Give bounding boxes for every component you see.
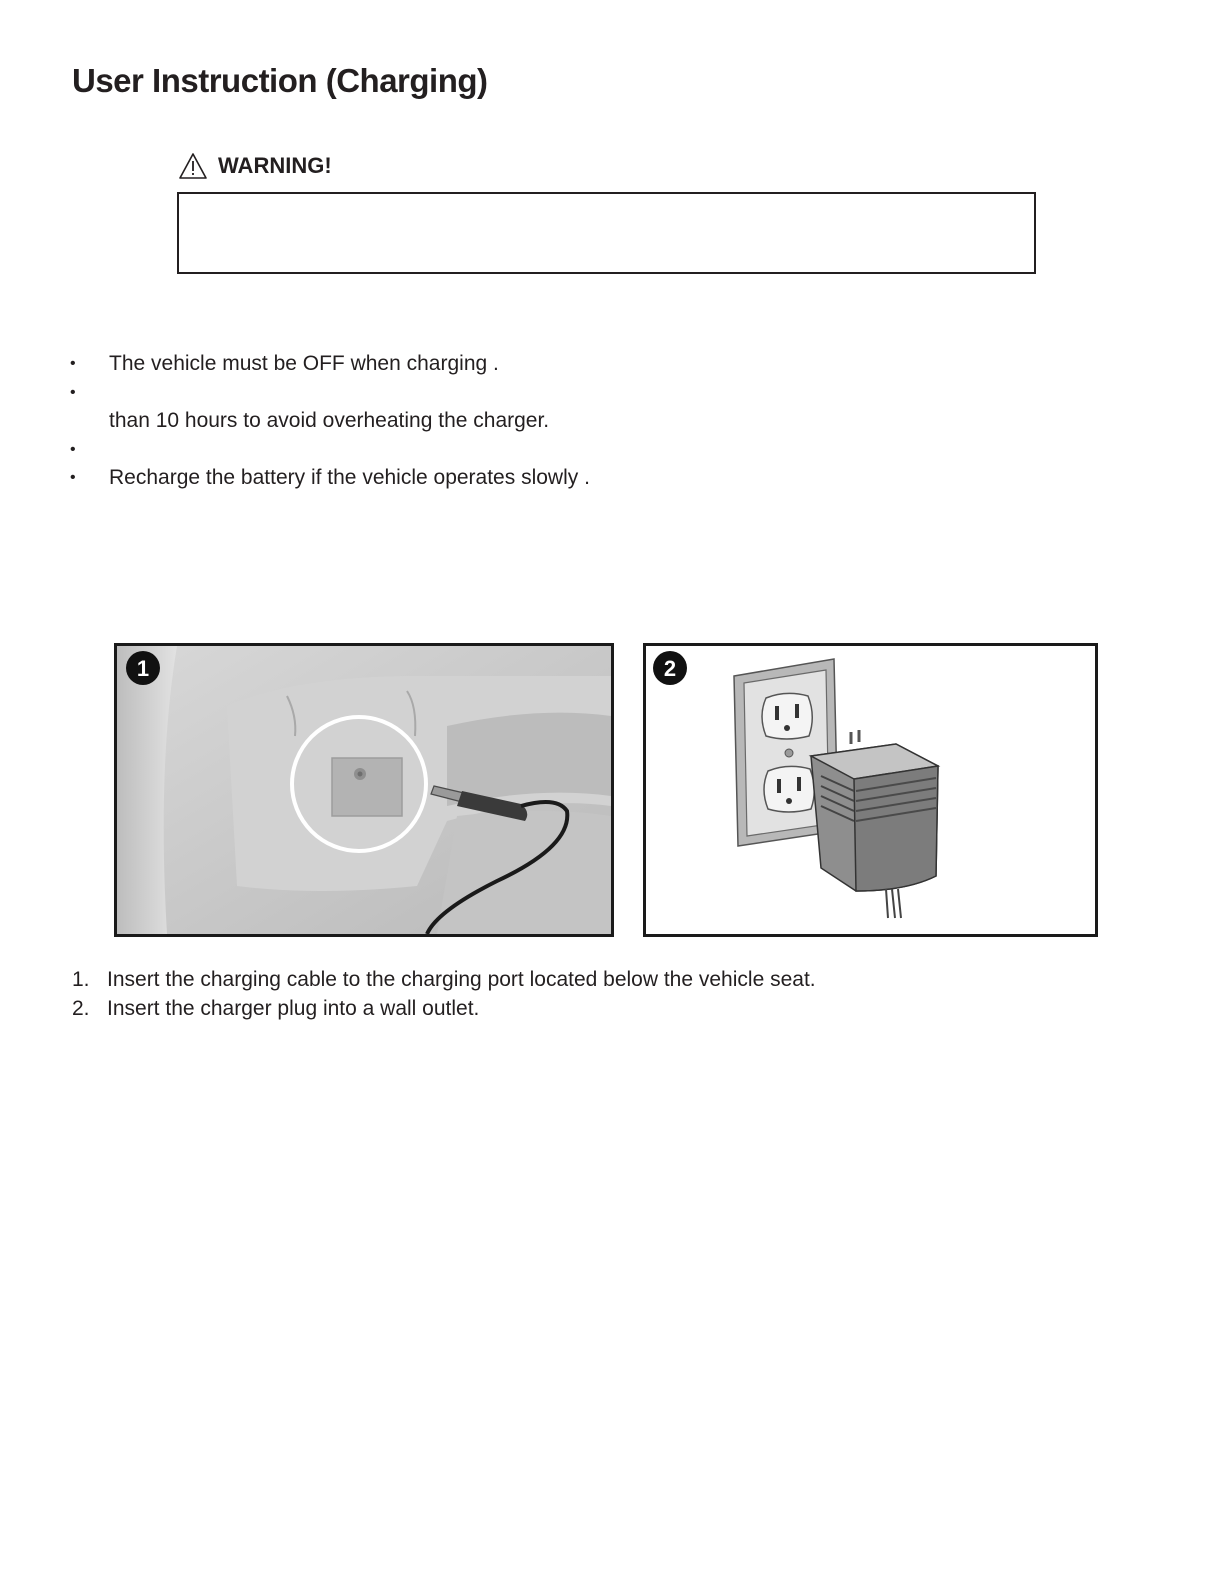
bullet-text: than 10 hours to avoid overheating the charger. <box>109 409 550 432</box>
warning-triangle-icon <box>178 152 208 180</box>
bullet-text: Recharge the battery if the vehicle operates slowly . <box>109 466 590 489</box>
figure-1-badge-label: 1 <box>136 656 150 681</box>
steps-list <box>72 965 816 1023</box>
bullet-item <box>68 464 590 493</box>
bullet-marker: • <box>70 469 76 486</box>
warning-box <box>177 192 1036 274</box>
page-title: User Instruction (Charging) <box>72 62 488 99</box>
bullet-list <box>68 350 590 493</box>
step-item <box>72 994 816 1023</box>
step-number: 1. <box>72 968 90 991</box>
warning-header <box>178 152 332 180</box>
figure-wall-outlet <box>643 643 1098 937</box>
bullet-marker <box>68 407 109 436</box>
bullet-marker: • <box>70 440 76 458</box>
bullet-item <box>68 436 590 465</box>
step-number: 2. <box>72 997 90 1020</box>
step-text: Insert the charging cable to the charging port located below the vehicle seat. <box>107 968 816 991</box>
step-item <box>72 965 816 994</box>
bullet-marker: • <box>70 383 76 401</box>
bullet-item <box>68 350 590 379</box>
step-text: Insert the charger plug into a wall outlet. <box>107 997 480 1020</box>
bullet-item <box>68 379 590 408</box>
bullet-text: The vehicle must be OFF when charging . <box>109 352 499 375</box>
bullet-marker: • <box>70 355 76 372</box>
wall-outlet-charger-illustration <box>646 646 1095 934</box>
bullet-item <box>68 407 590 436</box>
charging-port-illustration <box>117 646 611 934</box>
figure-2-badge-label: 2 <box>663 656 677 681</box>
warning-label: WARNING! <box>218 153 332 178</box>
figure-charging-port <box>114 643 614 937</box>
